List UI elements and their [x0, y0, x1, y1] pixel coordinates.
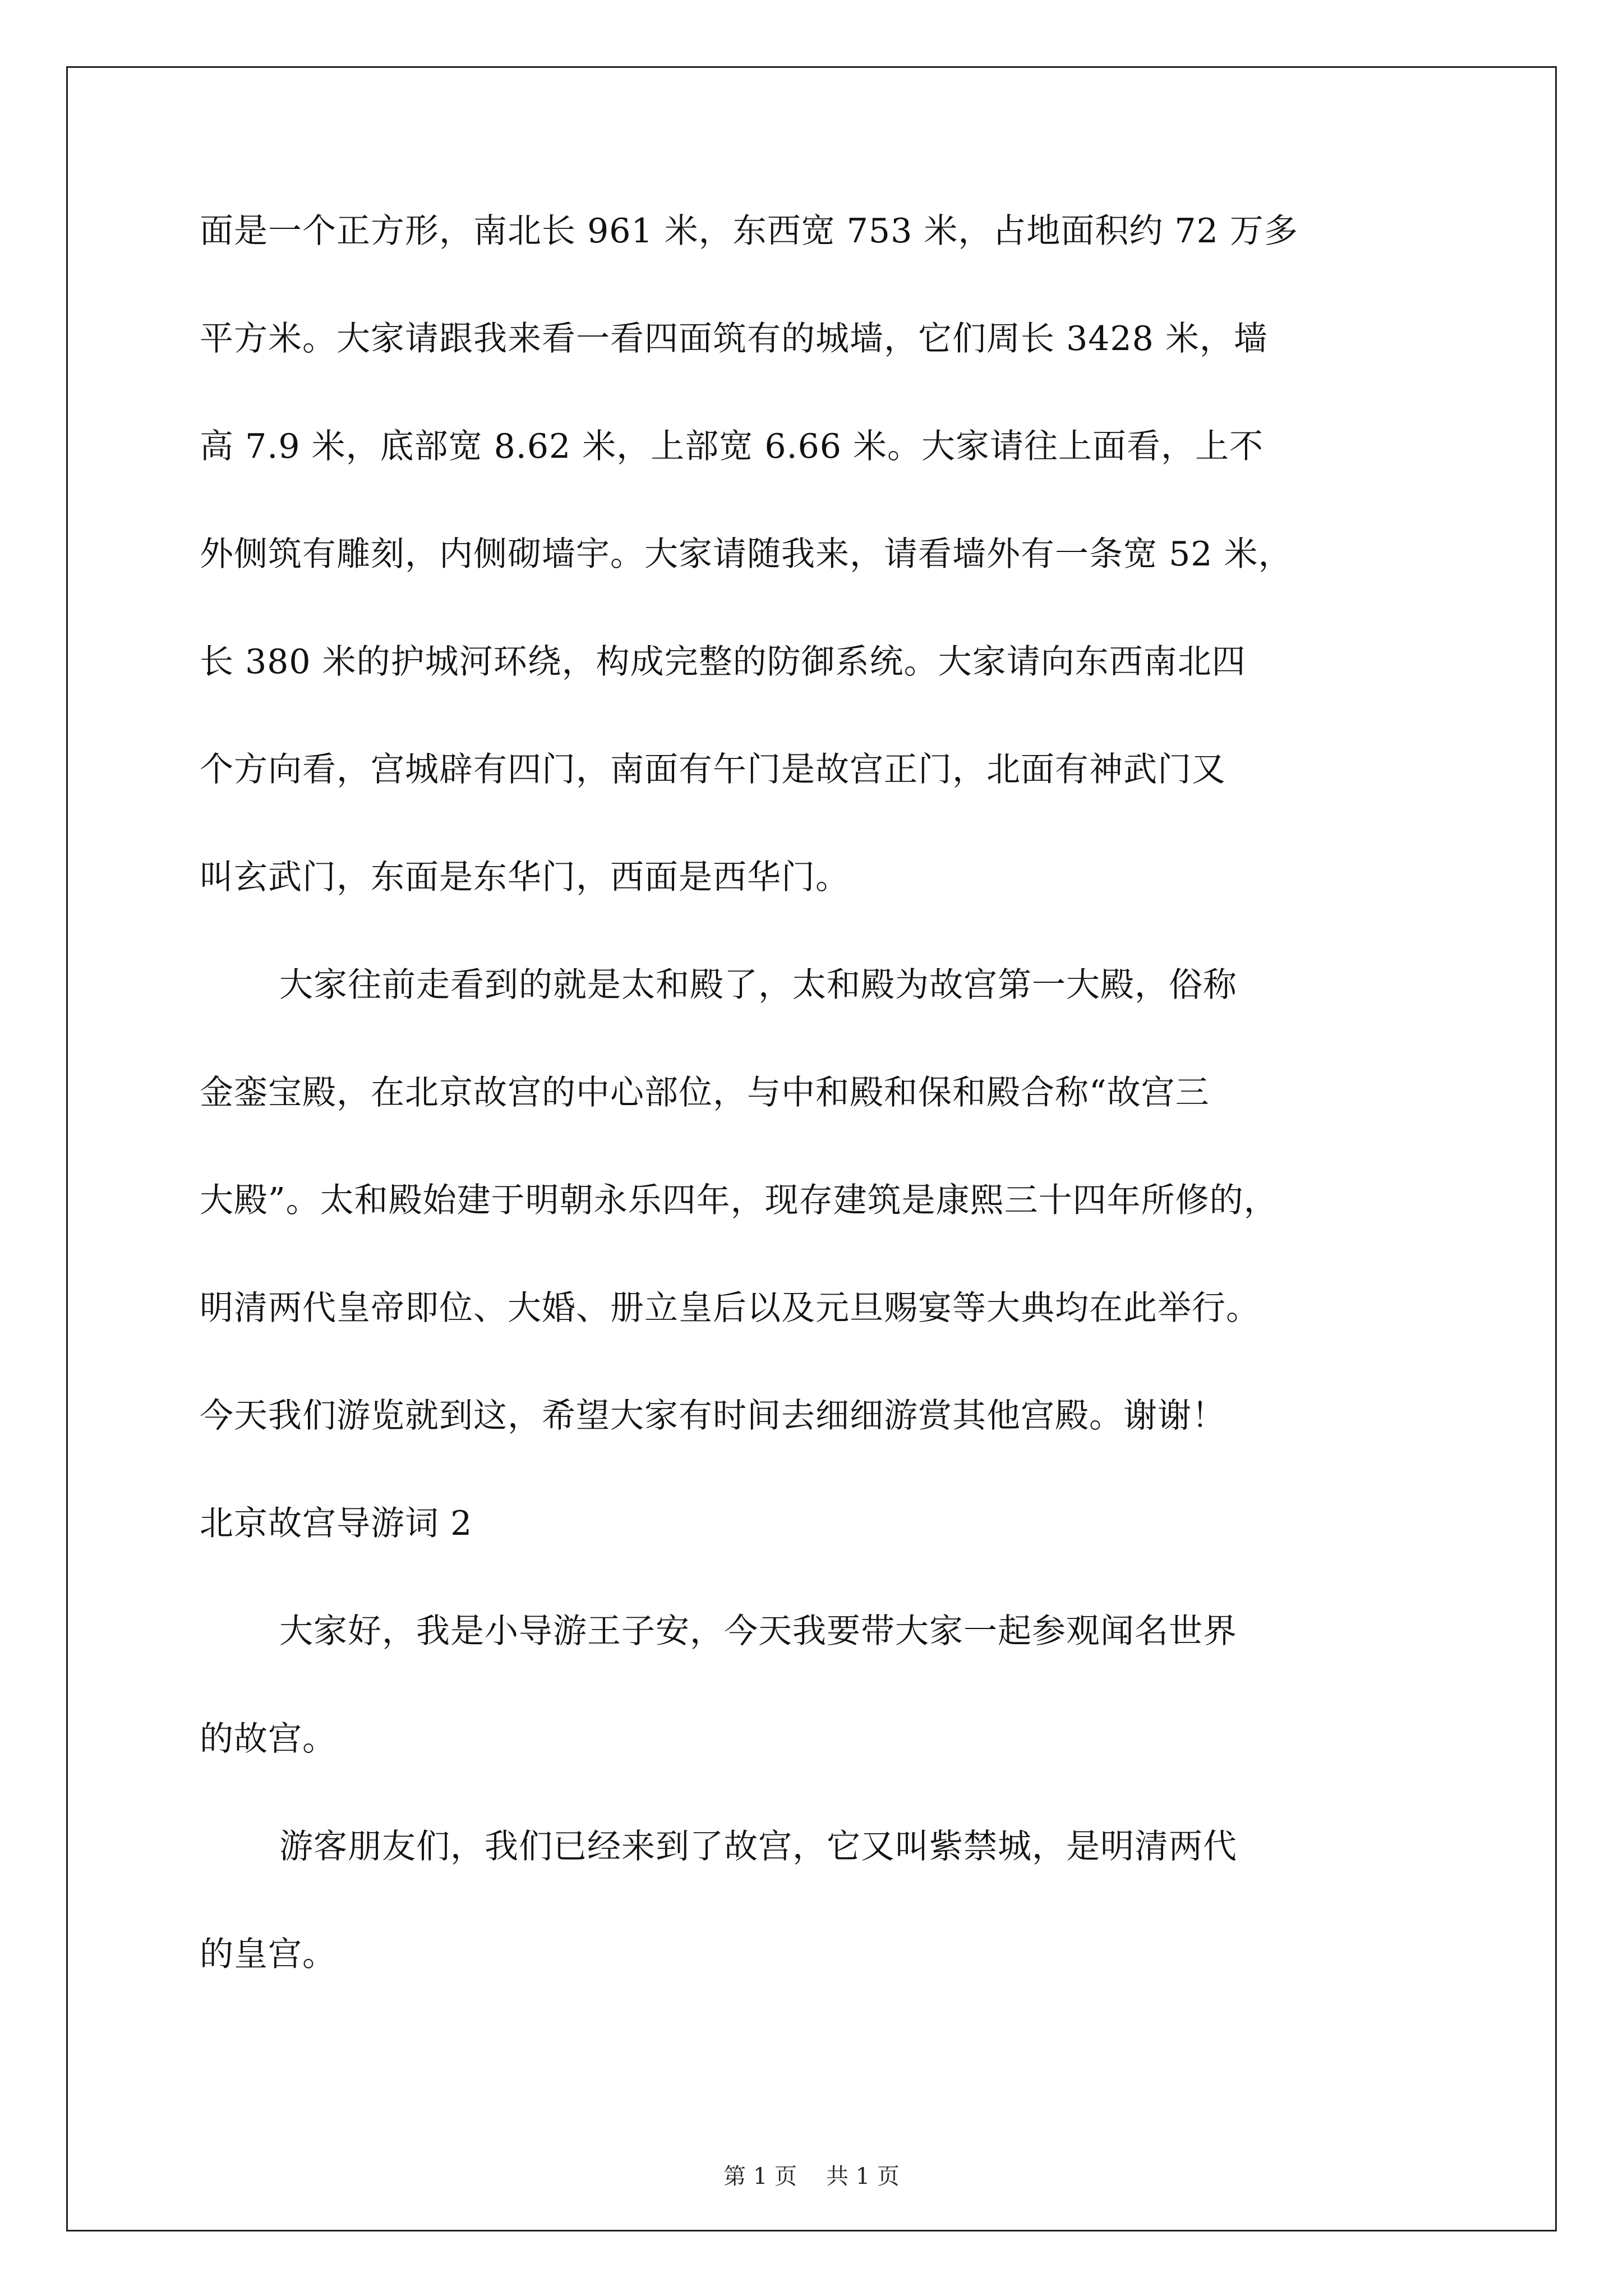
text-line: 高 7.9 米，底部宽 8.62 米，上部宽 6.66 米。大家请往上面看，上不: [200, 427, 1264, 466]
paragraph-start-line: 游客朋友们，我们已经来到了故宫，它又叫紫禁城，是明清两代: [279, 1827, 1237, 1866]
text-line: 面是一个正方形，南北长 961 米，东西宽 753 米，占地面积约 72 万多: [200, 211, 1298, 251]
text-line: 大殿”。太和殿始建于明朝永乐四年，现存建筑是康熙三十四年所修的，: [200, 1181, 1278, 1220]
page-footer: [0, 2164, 1623, 2189]
text-line: 平方米。大家请跟我来看一看四面筑有的城墙，它们周长 3428 米，墙: [200, 319, 1268, 358]
text-line: 金銮宝殿，在北京故宫的中心部位，与中和殿和保和殿合称“故宫三: [200, 1073, 1210, 1112]
text-line: 叫玄武门，东面是东华门，西面是西华门。: [200, 858, 850, 897]
paragraph-start-line: 大家往前走看到的就是太和殿了，太和殿为故宫第一大殿，俗称: [279, 965, 1237, 1005]
section-heading: 北京故宫导游词 2: [200, 1504, 473, 1543]
text-line: 的故宫。: [200, 1719, 336, 1759]
text-line: 今天我们游览就到这，希望大家有时间去细细游赏其他宫殿。谢谢！: [200, 1396, 1226, 1435]
text-line: 明清两代皇帝即位、大婚、册立皇后以及元旦赐宴等大典均在此举行。: [200, 1289, 1260, 1328]
text-line: 外侧筑有雕刻，内侧砌墙宇。大家请随我来，请看墙外有一条宽 52 米，: [200, 535, 1293, 574]
document-body: [200, 213, 1445, 2044]
text-line: 的皇宫。: [200, 1935, 336, 1974]
text-line: 长 380 米的护城河环绕，构成完整的防御系统。大家请向东西南北四: [200, 642, 1246, 682]
page-total: 共 1 页: [826, 2164, 900, 2189]
text-line: 个方向看，宫城辟有四门，南面有午门是故宫正门，北面有神武门又: [200, 750, 1226, 789]
page-number: 第 1 页: [723, 2164, 797, 2189]
paragraph-start-line: 大家好，我是小导游王子安，今天我要带大家一起参观闻名世界: [279, 1612, 1237, 1651]
